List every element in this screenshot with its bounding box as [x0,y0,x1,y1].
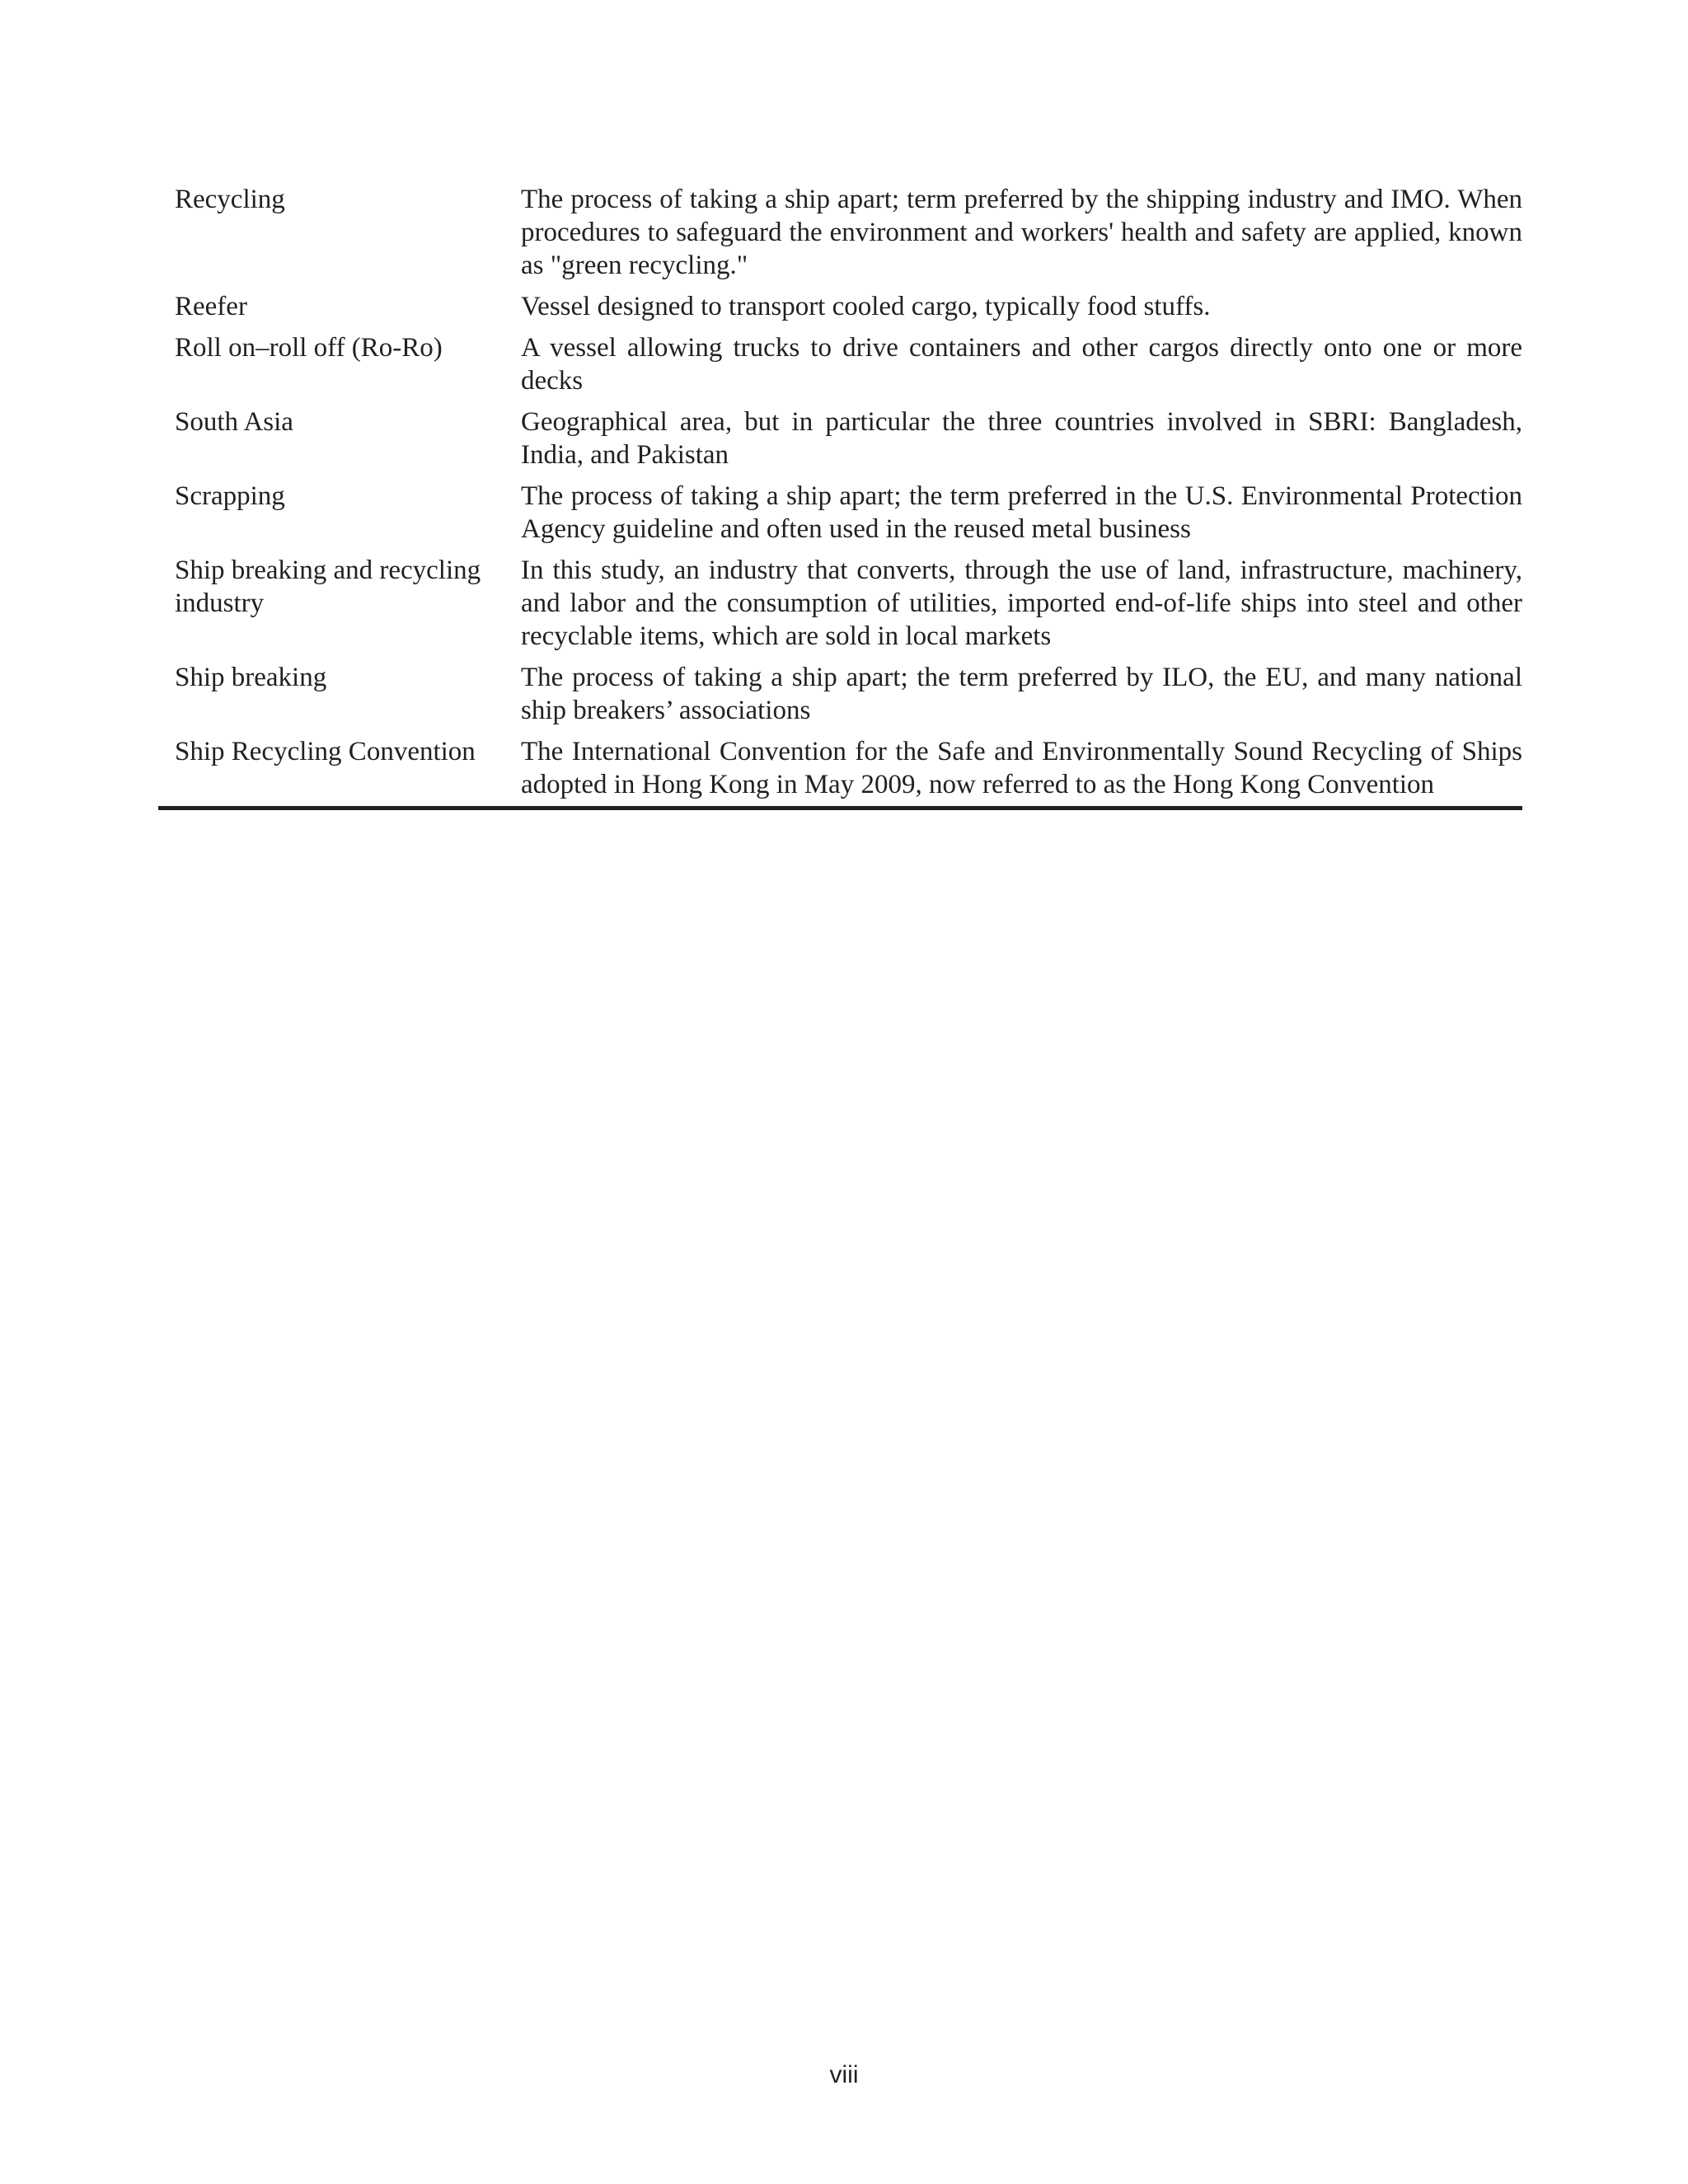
glossary-definition: The process of taking a ship apart; the term preferred in the U.S. Environmental Protection Agency guideline and often used in the reused metal business [521,481,1522,544]
table-bottom-rule [158,806,1522,810]
glossary-definition: Geographical area, but in particular the three countries involved in SBRI: Bangladesh, India, and Pakistan [521,407,1522,470]
glossary-definition: In this study, an industry that converts, through the use of land, infrastructure, machinery, and labor and the consumption of utilities, imported end-of-life ships into steel and other recyclable items, which are sold in local markets [521,555,1522,651]
glossary-term: Reefer [175,292,247,321]
glossary-term: Ship breaking [175,663,327,692]
glossary-term: Roll on–roll off (Ro-Ro) [175,333,443,363]
glossary-term: South Asia [175,407,293,437]
glossary-definition: A vessel allowing trucks to drive containers and other cargos directly onto one or more decks [521,333,1522,396]
glossary-entry [158,290,1522,331]
glossary-term: Scrapping [175,481,285,511]
glossary-definition: The International Convention for the Safe and Environmentally Sound Recycling of Ships adopted in Hong Kong in May 2009, now referred to as the Hong Kong Convention [521,737,1522,799]
glossary-term: Recycling [175,185,285,214]
glossary-entry [158,405,1522,480]
glossary-definition: Vessel designed to transport cooled cargo, typically food stuffs. [521,292,1211,321]
glossary-definition: The process of taking a ship apart; the term preferred by ILO, the EU, and many national ship breakers’ associations [521,663,1522,725]
glossary-entry [158,480,1522,554]
glossary-term: Ship Recycling Convention [175,737,476,766]
glossary-entry [158,331,1522,405]
glossary-entry [158,183,1522,290]
page-number: viii [829,2061,859,2088]
glossary-table [158,183,1522,809]
glossary-definition: The process of taking a ship apart; term preferred by the shipping industry and IMO. When procedures to safeguard the environment and workers' health and safety are applied, known as "green recycling." [521,185,1522,280]
glossary-entry [158,661,1522,735]
glossary-entry [158,735,1522,809]
glossary-term: Ship breaking and recycling industry [175,555,481,618]
glossary-entry [158,554,1522,661]
